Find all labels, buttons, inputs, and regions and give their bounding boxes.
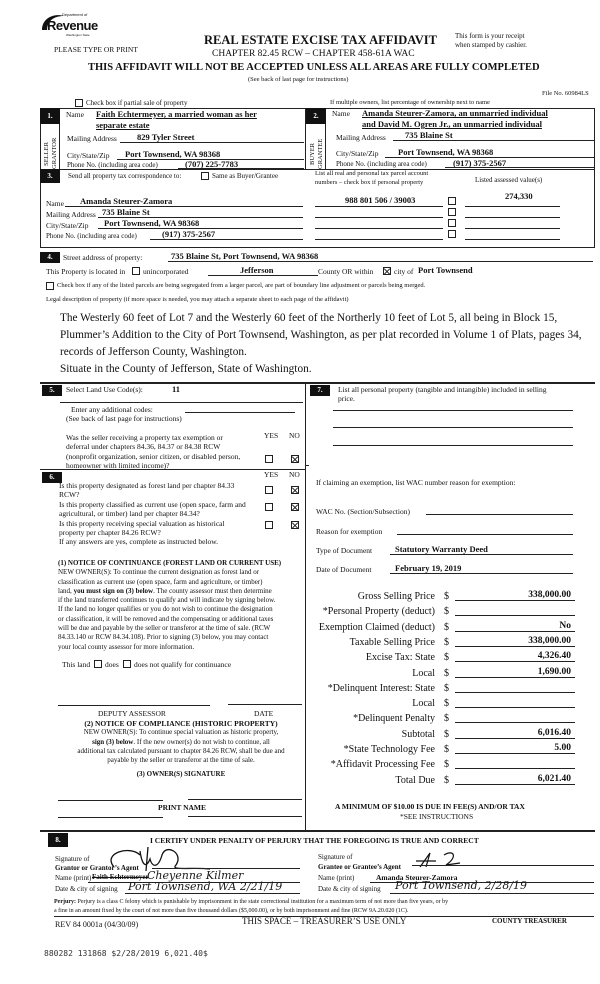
- grantee-date-label: Date & city of signing: [318, 885, 381, 893]
- financial-row: [320, 589, 575, 604]
- financial-row: [320, 620, 575, 635]
- document-date-label: Date of Document: [316, 565, 372, 574]
- certify-statement: I CERTIFY UNDER PENALTY OF PERJURY THAT THE FOREGOING IS TRUE AND CORRECT: [150, 836, 479, 845]
- financial-label: Taxable Selling Price: [349, 636, 435, 648]
- dor-logo: [38, 10, 98, 42]
- partial-sale-checkbox[interactable]: [75, 99, 83, 107]
- financial-label: Local: [412, 667, 435, 679]
- forest-land-question: Is this property designated as forest land per chapter 84.33: [59, 481, 235, 490]
- buyer-mail-label: Mailing Address: [336, 133, 386, 142]
- grantee-signature[interactable]: [410, 849, 480, 871]
- unincorporated-checkbox[interactable]: [132, 267, 140, 275]
- personal-property-checkbox[interactable]: [448, 208, 456, 216]
- file-number: File No. 60984LS: [542, 90, 589, 97]
- personal-property-checkbox[interactable]: [448, 197, 456, 205]
- financial-row: [320, 711, 575, 726]
- currency-symbol: $: [444, 621, 449, 633]
- financial-value[interactable]: [455, 757, 575, 769]
- notice-text: [58, 738, 304, 747]
- historic-question: Is this property receiving special valuation as historical: [59, 519, 225, 528]
- yes-header: YES: [264, 470, 279, 479]
- financial-label: *Delinquent Penalty: [353, 713, 435, 725]
- buyer-name-line1[interactable]: Amanda Steurer-Zamora, an unmarried individual: [362, 108, 548, 118]
- historic-no-checkbox[interactable]: [291, 521, 299, 529]
- section-2-number: 2.: [306, 108, 326, 124]
- wac-label: WAC No. (Section/Subsection): [316, 507, 410, 516]
- financial-label: *Delinquent Interest: State: [327, 682, 435, 694]
- financial-value[interactable]: 1,690.00: [455, 666, 575, 678]
- section-6-number: 6.: [42, 472, 62, 483]
- corr-city-label: City/State/Zip: [46, 221, 89, 230]
- financial-row: [320, 635, 575, 650]
- currency-symbol: $: [444, 744, 449, 755]
- financial-value[interactable]: No: [455, 620, 575, 632]
- no-header: NO: [289, 470, 300, 479]
- does-label: does: [105, 660, 119, 669]
- form-title: REAL ESTATE EXCISE TAX AFFIDAVIT: [204, 33, 437, 47]
- section-3-number: 3.: [40, 169, 60, 183]
- seller-name-line1[interactable]: Faith Echtermeyer, a married woman as her: [96, 109, 257, 119]
- notice-text: 84.33.140 or RCW 84.34.108). Prior to signing (3) below, you may contact: [58, 633, 269, 642]
- buyer-mail[interactable]: 735 Blaine St: [405, 130, 453, 140]
- financial-row: [320, 727, 575, 742]
- receipt-note-2: when stamped by cashier.: [455, 41, 527, 49]
- seller-name-line2[interactable]: separate estate: [96, 120, 150, 130]
- legal-description-3: records of Jefferson County, Washington.: [60, 346, 247, 358]
- notice-text-bold: you must sign on (3) below: [73, 586, 154, 595]
- buyer-phone[interactable]: (917) 375-2567: [453, 158, 507, 168]
- financial-label: Subtotal: [401, 728, 435, 740]
- exemption-question: homeowner with limited income)?: [66, 461, 170, 470]
- segregated-checkbox[interactable]: [46, 282, 54, 290]
- currency-symbol: $: [444, 759, 449, 771]
- corr-phone-label: Phone No. (including area code): [46, 232, 137, 240]
- legal-description-4: Situate in the County of Jefferson, State of Washington.: [60, 363, 312, 375]
- city-name[interactable]: Port Townsend: [418, 265, 473, 275]
- corr-city[interactable]: Port Townsend, WA 98368: [104, 218, 200, 228]
- grantee-side: GRANTEE: [317, 138, 324, 169]
- currency-symbol: $: [444, 667, 449, 679]
- legal-description-2: Plummer’s Addition to the City of Port Townsend, Washington, as per plat recorded in Volume 1 of Plats, pages 34,: [60, 329, 582, 341]
- section-4-number: 4.: [40, 252, 60, 263]
- corr-phone[interactable]: (917) 375-2567: [162, 229, 216, 239]
- financial-label: Excise Tax: State: [365, 652, 435, 664]
- yes-instructions-note: If any answers are yes, complete as instructed below.: [59, 537, 219, 546]
- grantor-name-struck: Faith Echtermeyer: [92, 873, 149, 881]
- form-chapter: CHAPTER 82.45 RCW – CHAPTER 458-61A WAC: [212, 49, 415, 59]
- grantee-date-handwritten[interactable]: Port Townsend, 2/28/19: [395, 879, 528, 892]
- instructions-note: (See back of last page for instructions): [248, 76, 349, 83]
- financial-label: *Personal Property (deduct): [322, 606, 435, 618]
- seller-city[interactable]: Port Townsend, WA 98368: [125, 149, 221, 159]
- legal-description: [60, 310, 590, 378]
- grantor-date-handwritten[interactable]: Port Townsend, WA 2/21/19: [128, 880, 283, 893]
- exemption-question: (nonprofit organization, senior citizen, or disabled person,: [66, 452, 241, 461]
- logo-revenue: Revenue: [47, 18, 98, 33]
- notice-text-part: land,: [58, 586, 72, 595]
- personal-property-label: price.: [338, 394, 355, 403]
- grantee-name-label: Name (print): [318, 874, 355, 882]
- notice-2-title: (2) NOTICE OF COMPLIANCE (HISTORIC PROPERTY): [84, 719, 278, 728]
- financial-label: *State Technology Fee: [343, 744, 435, 755]
- exemption-question: Was the seller receiving a property tax exemption or: [66, 433, 223, 442]
- parcel-label-2: numbers – check box if personal property: [315, 179, 424, 186]
- personal-property-label: List all personal property (tangible and intangible) included in selling: [338, 385, 547, 394]
- see-instructions-note: *SEE INSTRUCTIONS: [400, 812, 474, 821]
- exemption-yes-checkbox[interactable]: [265, 455, 273, 463]
- financial-value[interactable]: 5.00: [455, 742, 575, 754]
- notice-text: NEW OWNER(S): To continue special valuation as historic property,: [83, 728, 279, 737]
- county-or-label: County OR within: [318, 267, 374, 276]
- street-label: Street address of property:: [63, 253, 143, 262]
- currency-symbol: $: [444, 606, 449, 618]
- notice-text: or classification, it will be removed and the compensating or additional taxes: [58, 614, 274, 623]
- county-treasurer-label: COUNTY TREASURER: [492, 917, 567, 925]
- see-back-note: (See back of last page for instructions): [66, 414, 182, 423]
- notice-text: NEW OWNER(S): To continue the current designation as forest land or: [58, 568, 260, 577]
- minimum-due-note: A MINIMUM OF $10.00 IS DUE IN FEE(S) AND/OR TAX: [335, 802, 525, 811]
- date-label: DATE: [254, 709, 274, 718]
- notice-text: payable by the seller or transferor at the time of sale.: [107, 756, 255, 765]
- financial-label: Gross Selling Price: [357, 591, 435, 602]
- financial-value[interactable]: [455, 604, 575, 616]
- seller-phone[interactable]: (707) 225-7783: [185, 159, 239, 169]
- section-1-number: 1.: [40, 108, 60, 124]
- historic-question: property per chapter 84.26 RCW?: [59, 528, 161, 537]
- seller-mail[interactable]: 829 Tyler Street: [137, 132, 195, 142]
- notice-1-title: (1) NOTICE OF CONTINUANCE (FOREST LAND OR CURRENT USE): [58, 559, 282, 567]
- perjury-line-2: a fine in an amount fixed by the court of not more than five thousand dollars ($5,000.00), or by both imprisonment and fine (RCW 9A.20.020 (1C).: [54, 908, 409, 914]
- section-5-number: 5.: [42, 385, 62, 396]
- financial-value[interactable]: [455, 696, 575, 708]
- please-type: PLEASE TYPE OR PRINT: [54, 45, 138, 54]
- financial-value[interactable]: 338,000.00: [455, 635, 575, 647]
- current-use-yes-checkbox[interactable]: [265, 503, 273, 511]
- currency-symbol: $: [444, 713, 449, 725]
- forest-land-question: RCW?: [59, 490, 80, 499]
- financial-row: [320, 604, 575, 619]
- logo-state: Washington State: [66, 33, 90, 37]
- grantee-name[interactable]: Amanda Steurer-Zamora: [376, 873, 458, 882]
- perjury-label: Perjury:: [54, 899, 76, 905]
- forest-no-checkbox[interactable]: [291, 486, 299, 494]
- does-not-label: does not qualify for continuance: [134, 660, 232, 669]
- buyer-side: BUYER: [309, 142, 316, 166]
- financial-value[interactable]: [455, 681, 575, 693]
- seller-label: [43, 139, 59, 169]
- same-as-buyer-label: Same as Buyer/Grantee: [212, 172, 279, 180]
- currency-symbol: $: [444, 728, 449, 740]
- notice-text: [58, 587, 304, 596]
- assessed-label: Listed assessed value(s): [475, 176, 543, 184]
- grantor-side: GRANTOR: [51, 137, 58, 169]
- corr-mail[interactable]: 735 Blaine St: [102, 207, 150, 217]
- parcel-number[interactable]: 988 801 506 / 39003: [345, 195, 416, 205]
- financial-value[interactable]: 6,021.40: [455, 773, 575, 785]
- notice-text-bold: sign (3) below: [92, 737, 134, 746]
- notice-text: will be due and payable by the seller or transferor at the time of sale. (RCW: [58, 624, 271, 633]
- personal-property-checkbox[interactable]: [448, 230, 456, 238]
- document-date[interactable]: February 19, 2019: [395, 563, 462, 573]
- currency-symbol: $: [444, 591, 449, 602]
- buyer-city-label: City/State/Zip: [336, 149, 379, 158]
- owner-signature-title: (3) OWNER(S) SIGNATURE: [136, 770, 226, 779]
- deputy-assessor-label: DEPUTY ASSESSOR: [98, 709, 166, 718]
- county-name[interactable]: Jefferson: [240, 265, 274, 275]
- additional-codes-label: Enter any additional codes:: [71, 405, 153, 414]
- grantor-name-label: Name (print): [55, 874, 92, 882]
- buyer-phone-label: Phone No. (including area code): [336, 160, 427, 168]
- corr-mail-label: Mailing Address: [46, 210, 96, 219]
- currency-symbol: $: [444, 698, 449, 710]
- grantee-agent-label: Grantee or Grantee’s Agent: [318, 863, 402, 871]
- current-use-question: Is this property classified as current use (open space, farm and: [59, 500, 246, 509]
- seller-side: SELLER: [43, 142, 50, 166]
- located-label: This Property is located in: [46, 267, 126, 276]
- section-8-number: 8.: [48, 833, 68, 847]
- exemption-question: deferral under chapters 84.36, 84.37 or 84.38 RCW: [66, 442, 221, 451]
- does-qualify-checkbox[interactable]: [94, 660, 102, 668]
- receipt-note-1: This form is your receipt: [455, 32, 525, 40]
- historic-yes-checkbox[interactable]: [265, 521, 273, 529]
- form-revision: REV 84 0001a (04/30/09): [55, 920, 139, 929]
- unincorporated-label: unincorporated: [143, 267, 189, 276]
- assessed-value[interactable]: 274,330: [505, 191, 533, 201]
- financial-row: [320, 742, 575, 757]
- financial-row: [320, 666, 575, 681]
- financial-value[interactable]: 338,000.00: [455, 589, 575, 601]
- seller-city-label: City/State/Zip: [67, 151, 110, 160]
- perjury-text: Perjury is a class C felony which is punishable by imprisonment in the state correctional institution for a maximum term of not more than five years, or by: [77, 899, 449, 905]
- notice-of-continuance: [58, 559, 304, 652]
- financial-value[interactable]: 4,326.40: [455, 650, 575, 662]
- reason-label: Reason for exemption: [316, 527, 383, 536]
- financial-row: [320, 681, 575, 696]
- currency-symbol: $: [444, 652, 449, 664]
- perjury-line-1: [54, 898, 594, 907]
- financial-label: Local: [412, 698, 435, 710]
- financial-value[interactable]: 6,016.40: [455, 727, 575, 739]
- current-use-question: agricultural, or timber) land per chapter 84.34?: [59, 509, 200, 518]
- exemption-no-checkbox[interactable]: [291, 455, 299, 463]
- buyer-name-label: Name: [332, 109, 350, 118]
- seller-name-label: Name: [66, 110, 84, 119]
- seller-phone-label: Phone No. (including area code): [67, 161, 158, 169]
- notice-text: your local county assessor for more information.: [58, 642, 195, 651]
- grantor-agent-label: Grantor or Grantor’s Agent: [55, 864, 139, 872]
- legal-description-1: The Westerly 60 feet of Lot 7 and the Westerly 60 feet of the Northerly 10 feet of Lot 5, all being in Block 15,: [60, 312, 558, 324]
- financial-row: [320, 696, 575, 711]
- this-land-label: This land: [62, 660, 91, 669]
- current-use-no-checkbox[interactable]: [291, 503, 299, 511]
- grantor-signature-label: Signature of: [55, 855, 90, 863]
- notice-of-compliance: [58, 719, 304, 780]
- section-7-number: 7.: [310, 385, 330, 396]
- logo-dept: Department of: [62, 12, 88, 17]
- notice-text: If the land no longer qualifies or you do not wish to continue the designation: [58, 605, 273, 614]
- corr-name-label: Name: [46, 199, 64, 208]
- seller-mail-label: Mailing Address: [67, 134, 117, 143]
- currency-symbol: $: [444, 774, 449, 786]
- land-use-label: Select Land Use Code(s):: [66, 385, 143, 394]
- street-address[interactable]: 735 Blaine St, Port Townsend, WA 98368: [171, 251, 319, 261]
- buyer-name-line2[interactable]: and David M. Ogren Jr., an unmarried individual: [362, 119, 542, 129]
- within-city-checkbox[interactable]: [383, 267, 391, 275]
- legal-label: Legal description of property (if more space is needed, you may attach a separate sheet to each page of the affidavit): [46, 296, 349, 303]
- same-as-buyer-checkbox[interactable]: [201, 172, 209, 180]
- multiple-owners-note: If multiple owners, list percentage of ownership next to name: [330, 99, 490, 106]
- segregated-label: Check box if any of the listed parcels are being segregated from a larger parcel, are part of boundary line adjustment or parcels being merged.: [57, 282, 426, 289]
- partial-sale-label: Check box if partial sale of property: [86, 99, 188, 107]
- does-not-qualify-checkbox[interactable]: [123, 660, 131, 668]
- currency-symbol: $: [444, 682, 449, 694]
- cashier-receipt-stamp: 880282 131868 $2/28/2019 6,021.40$: [44, 949, 208, 958]
- notice-text: classification as current use (open space, farm and agriculture, or timber): [58, 577, 263, 586]
- buyer-city[interactable]: Port Townsend, WA 98368: [398, 147, 494, 157]
- notice-text-part: . If the new owner(s) do not wish to continue, all: [133, 737, 270, 746]
- land-use-code[interactable]: 11: [172, 384, 181, 394]
- personal-property-checkbox[interactable]: [448, 219, 456, 227]
- exemption-wac-label: If claiming an exemption, list WAC number reason for exemption:: [316, 478, 516, 487]
- notice-text-part: . The county assessor must then determine: [153, 586, 272, 595]
- currency-symbol: $: [444, 636, 449, 648]
- no-header: NO: [289, 431, 300, 440]
- notice-text: if the land transferred continues to qualify and will indicate by signing below.: [58, 596, 276, 605]
- warning-text: THIS AFFIDAVIT WILL NOT BE ACCEPTED UNLESS ALL AREAS ARE FULLY COMPLETED: [88, 62, 540, 73]
- grantor-name-handwritten[interactable]: Cheyenne Kilmer: [147, 869, 244, 882]
- financial-label: Exemption Claimed (deduct): [318, 621, 435, 633]
- financial-label: *Affidavit Processing Fee: [330, 759, 435, 771]
- grantee-signature-label: Signature of: [318, 853, 353, 861]
- buyer-label: [309, 139, 325, 169]
- financial-label: Total Due: [395, 774, 435, 786]
- parcel-label-1: List all real and personal tax parcel account: [315, 170, 429, 177]
- notice-text: additional tax calculated pursuant to chapter 84.26 RCW, shall be due and: [77, 746, 285, 755]
- grantor-date-label: Date & city of signing: [55, 885, 118, 893]
- section-3-label: Send all property tax correspondence to:: [68, 172, 182, 180]
- document-type-label: Type of Document: [316, 546, 373, 555]
- financial-row: [320, 650, 575, 665]
- forest-yes-checkbox[interactable]: [265, 486, 273, 494]
- document-type[interactable]: Statutory Warranty Deed: [395, 544, 488, 554]
- treasurer-space-label: THIS SPACE – TREASURER’S USE ONLY: [242, 916, 407, 926]
- financial-value[interactable]: [455, 711, 575, 723]
- yes-header: YES: [264, 431, 279, 440]
- print-name-label: PRINT NAME: [158, 803, 206, 812]
- corr-name[interactable]: Amanda Steurer-Zamora: [80, 196, 173, 206]
- financial-row: [320, 757, 575, 772]
- city-of-label: city of: [394, 267, 414, 276]
- financial-row: [320, 773, 575, 788]
